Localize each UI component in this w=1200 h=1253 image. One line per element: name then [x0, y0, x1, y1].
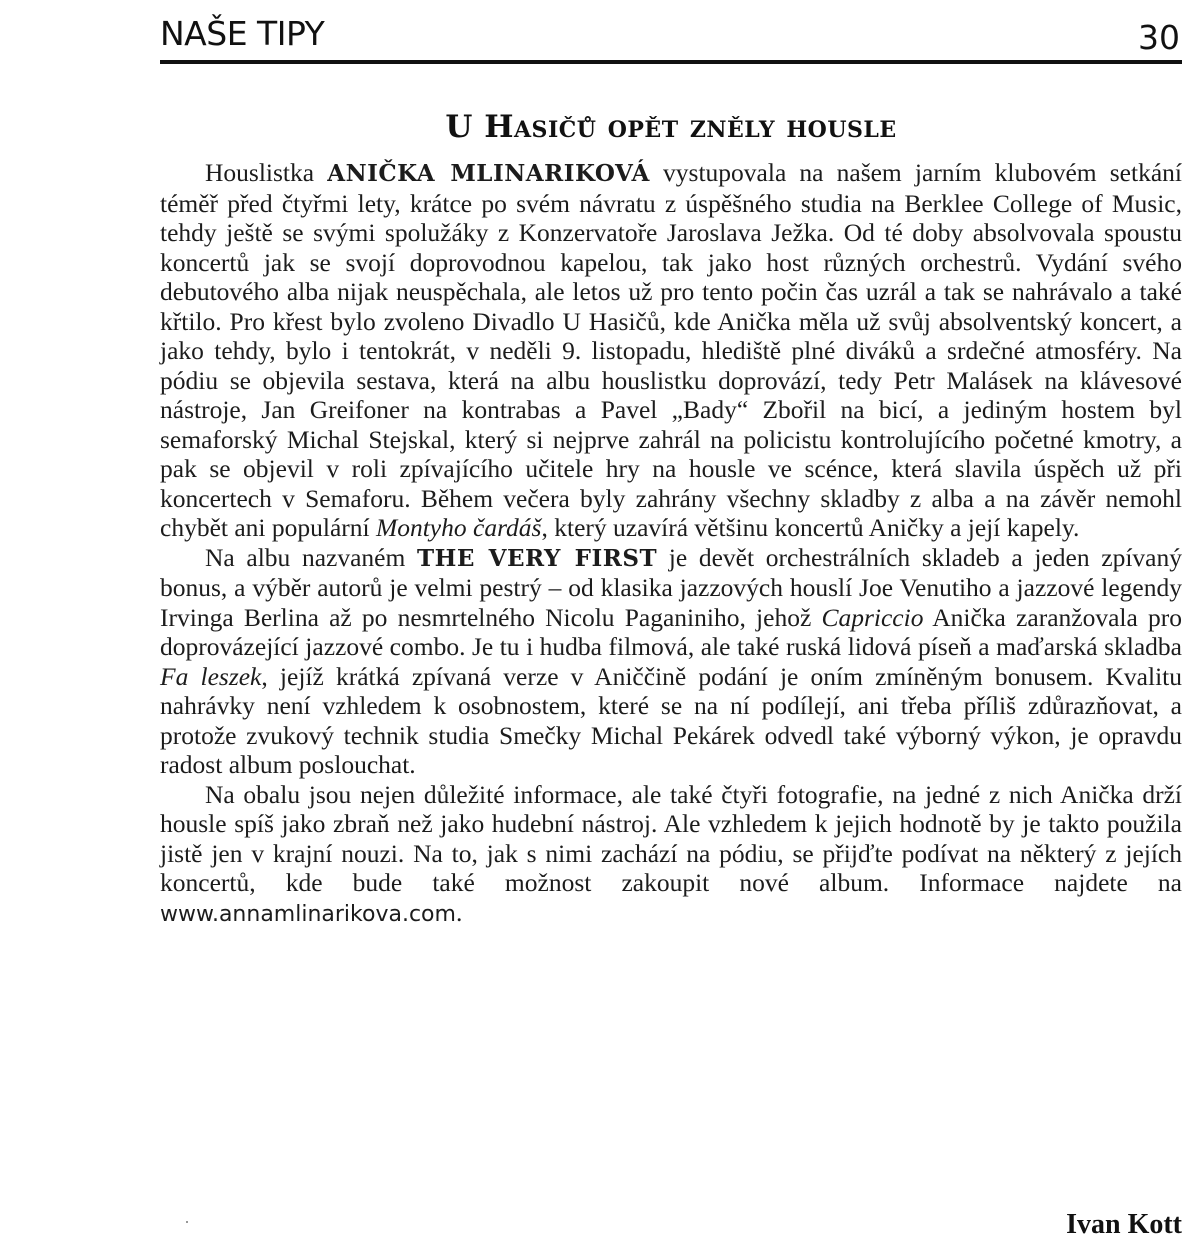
article-title: U Hasičů opět zněly housle	[445, 108, 897, 145]
album-title: THE VERY FIRST	[417, 544, 658, 572]
website-link[interactable]: www.annamlinarikova.com	[160, 901, 456, 927]
text: , jejíž krátká zpívaná verze v Aniččině podání je oním zmíněným bonusem. Kvalitu nahrávky není vzhledem k osobnostem, které se na ní podílejí, ani třeba příliš zdůrazňovat, a protože zvukový technik studia Smečky Michal Pekárek odvedl také výborný výkon, je opravdu radost album poslouchat.	[160, 661, 1183, 779]
page-number: 30	[1138, 18, 1180, 57]
text: je devět orchestrálních skladeb a jeden zpívaný bonus, a výběr autorů je velmi pestrý – od klasika jazzových houslí Joe Venutiho a jazzové legendy Irvinga Berlina až po nesmrtelného Nicolu Paganiniho, jehož	[160, 542, 1182, 632]
paragraph-1	[160, 158, 1182, 543]
text: , který uzavírá většinu koncertů Aničky a její kapely.	[541, 513, 1080, 542]
page-header	[160, 14, 1182, 60]
text: Anička zaranžovala pro doprovázející jazzové combo. Je tu i hudba filmová, ale také ruská lidová píseň a maďarská skladba	[160, 602, 1182, 661]
paragraph-2	[160, 543, 1182, 780]
article-author: Ivan Kott	[1066, 1209, 1182, 1240]
print-speck	[186, 1221, 188, 1223]
song-title: Capriccio	[821, 602, 924, 632]
text: vystupovala na našem jarním klubovém setkání téměř před čtyřmi lety, krátce po svém návratu z úspěšného studia na Berklee College of Music, tehdy ještě se svými spolužáky z Konzervatoře Jaroslava Ježka. Od té doby absolvovala spoustu koncertů jak se svojí doprovodnou kapelou, tak jako host různých orchestrů. Vydání svého debutového alba nijak neuspěchala, ale letos už pro tento počin čas uzrál a tak se nahrávalo a také křtilo. Pro křest bylo zvoleno Divadlo U Hasičů, kde Anička měla už svůj absolventský koncert, a jako tehdy, bylo i tentokrát, v neděli 9. listopadu, hlediště plné diváků a srdečné atmosféry. Na pódiu se objevila sestava, která na albu houslistku doprovází, tedy Petr Malásek na klávesové nástroje, Jan Greifoner na kontrabas a Pavel „Bady“ Zbořil na bicí, a jediným hostem byl semaforský Michal Stejskal, který si nejprve zahrál na policistu kontrolujícího početné kmotry, a pak se objevil v roli zpívajícího učitele hry na housle ve scénce, která slavila úspěch už při koncertech v Semaforu. Během večera byly zahrány všechny skladby z alba a na závěr nemohl chybět ani populární	[160, 158, 1182, 542]
song-title: Montyho čardáš	[375, 513, 542, 542]
header-rule	[160, 60, 1182, 64]
text: Na obalu jsou nejen důležité informace, ale také čtyři fotografie, na jedné z nich Anička drží housle spíš jako zbraň než jako hudební nástroj. Ale vzhledem k jejich hodnotě by je takto použila jistě jen v krajní nouzi. Na to, jak s nimi zachází na pódiu, se přijďte podívat na některý z jejích koncertů, kde bude také možnost zakoupit nové album. Informace najdete na	[160, 779, 1182, 897]
section-label: NAŠE TIPY	[160, 14, 325, 53]
text: .	[455, 897, 463, 927]
artist-name: ANIČKA MLINARIKOVÁ	[327, 160, 650, 187]
article-body	[160, 158, 1182, 929]
paragraph-3	[160, 780, 1182, 930]
text: Houslistka	[205, 158, 328, 187]
text: Na albu nazvaném	[205, 542, 417, 572]
song-title: Fa leszek	[160, 661, 262, 691]
